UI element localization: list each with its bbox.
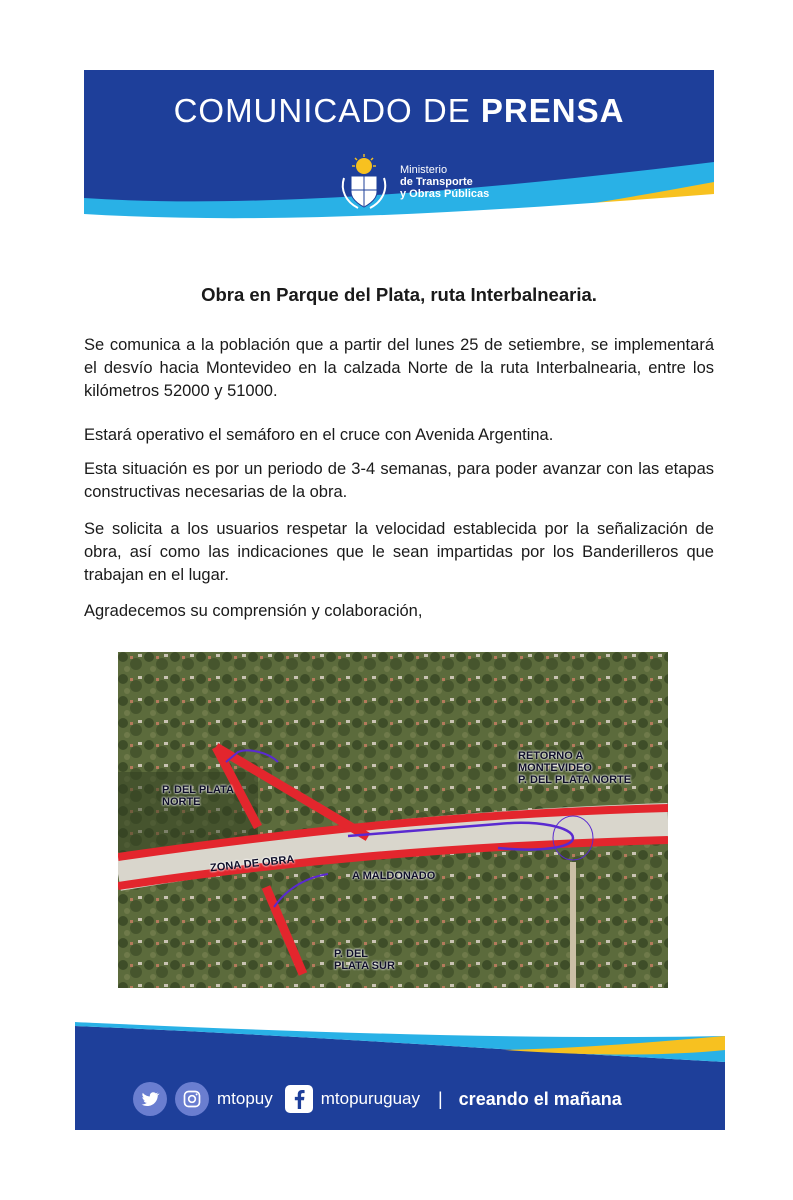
press-release-header (84, 70, 714, 228)
facebook-handle[interactable]: mtopuruguay (320, 1089, 420, 1108)
document-title: Obra en Parque del Plata, ruta Interbalnearia. (201, 284, 597, 305)
ministry-line-2: de Transporte (400, 176, 473, 188)
label-p-del-plata-norte: P. DEL PLATA NORTE (162, 784, 234, 808)
header-title: COMUNICADO DE PRENSA (173, 92, 625, 129)
twitter-icon[interactable] (133, 1082, 167, 1116)
ministry-name (400, 164, 489, 200)
paragraph-2: Estará operativo el semáforo en el cruce con Avenida Argentina. (84, 426, 554, 444)
label-p-del-plata-sur: P. DEL PLATA SUR (334, 948, 395, 972)
label-retorno-montevideo: RETORNO A MONTEVIDEO P. DEL PLATA NORTE (518, 750, 632, 786)
ministry-line-1: Ministerio (400, 164, 448, 176)
instagram-handle[interactable]: mtopuy (217, 1089, 273, 1108)
instagram-icon[interactable] (175, 1082, 209, 1116)
paragraph-5: Agradecemos su comprensión y colaboración, (84, 602, 423, 620)
footer-separator: | (437, 1088, 443, 1109)
ministry-logo (334, 152, 489, 212)
paragraph-1: Se comunica a la población que a partir del lunes 25 de setiembre, se implementará el desvío hacia Montevideo en la calzada Norte de la ruta Interbalnearia, entre los kilómetros 52000 y 51000. (84, 336, 714, 400)
coat-of-arms-icon (334, 152, 394, 212)
detour-map (118, 652, 668, 988)
paragraph-3: Esta situación es por un periodo de 3-4 semanas, para poder avanzar con las etapas constructivas necesarias de la obra. (84, 460, 714, 501)
aerial-photo (118, 652, 668, 988)
ministry-line-3: y Obras Públicas (400, 188, 490, 200)
label-zona-de-obra: ZONA DE OBRA (209, 853, 295, 875)
press-release-footer (75, 1022, 725, 1130)
footer-slogan: creando el mañana (458, 1088, 622, 1109)
facebook-icon[interactable] (285, 1085, 313, 1113)
social-links (133, 1082, 622, 1116)
paragraph-4: Se solicita a los usuarios respetar la velocidad establecida por la señalización de obra, así como las indicaciones que le sean impartidas por los Banderilleros que trabajan en el lugar. (84, 520, 714, 584)
label-a-maldonado: A MALDONADO (352, 870, 436, 882)
